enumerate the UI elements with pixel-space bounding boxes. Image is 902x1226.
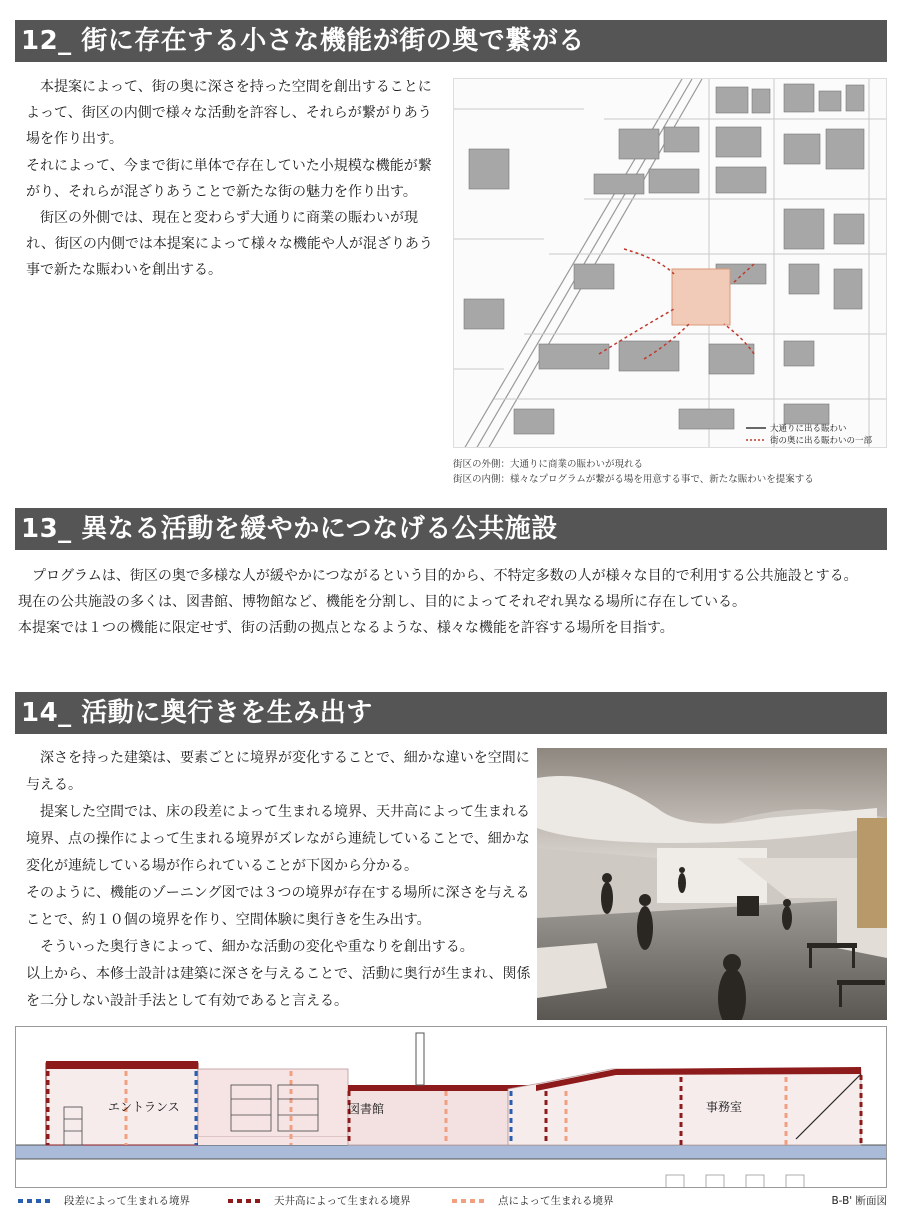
section-13-paragraph: プログラムは、街区の奥で多様な人が緩やかにつながるという目的から、不特定多数の人が様々な目的で利用する公共施設とする。 bbox=[32, 568, 858, 584]
section-14-title: 14_ 活動に奥行きを生み出す bbox=[15, 692, 887, 734]
legend-swatch-blue bbox=[18, 1199, 54, 1203]
map-legend-dotted: 街の奥に出る賑わいの一部 bbox=[770, 436, 873, 446]
section-14-paragraph: 深さを持った建築は、要素ごとに境界が変化することで、細かな違いを空間に与える。 bbox=[26, 750, 530, 793]
drawing-title: B-B' 断面図 bbox=[831, 1195, 887, 1207]
section-12-paragraph: それによって、今まで街に単体で存在していた小規模な機能が繋がり、それらが混ざりあうことで新たな街の魅力を作り出す。 bbox=[26, 157, 432, 200]
bb-section-drawing bbox=[15, 1026, 887, 1188]
legend-swatch-orange bbox=[452, 1199, 488, 1203]
section-13-paragraph: 現在の公共施設の多くは、図書館、博物館など、機能を分割し、目的によってそれぞれ異なる場所に存在している。 bbox=[18, 594, 746, 611]
section-14-paragraph: そのように、機能のゾーニング図では３つの境界が存在する場所に深さを与えることで、約１０個の境界を作り、空間体験に奥行きを生み出す。 bbox=[26, 885, 530, 928]
map-legend-solid: 大通りに出る賑わい bbox=[770, 424, 847, 434]
legend-step-boundary bbox=[18, 1193, 190, 1208]
section-13-paragraph: 本提案では１つの機能に限定せず、街の活動の拠点となるような、様々な機能を許容する場所を目指す。 bbox=[18, 620, 674, 637]
legend-label: 段差によって生まれる境界 bbox=[64, 1195, 190, 1207]
section-14-paragraph: 以上から、本修士設計は建築に深さを与えることで、活動に奥行が生まれ、関係を二分しない設計手法として有効であると言える。 bbox=[26, 966, 531, 1009]
section-14-paragraph: そういった奥行きによって、細かな活動の変化や重なりを創出する。 bbox=[40, 939, 474, 955]
interior-model-photo bbox=[537, 748, 887, 1020]
map-caption-line: 街区の外側：大通りに商業の賑わいが現れる bbox=[453, 459, 644, 470]
legend-label: 天井高によって生まれる境界 bbox=[274, 1195, 411, 1207]
section-12-body bbox=[26, 74, 436, 284]
legend-point-boundary bbox=[452, 1193, 614, 1208]
section-14-paragraph: 提案した空間では、床の段差によって生まれる境界、天井高によって生まれる境界、点の操作によって生まれる境界がズレながら連続していることで、細かな変化が連続している場が作られていることが下図から分かる。 bbox=[26, 804, 530, 874]
legend-ceiling-boundary bbox=[228, 1193, 411, 1208]
section-12-title: 12_ 街に存在する小さな機能が街の奥で繋がる bbox=[15, 20, 887, 62]
section-12-paragraph: 街区の外側では、現在と変わらず大通りに商業の賑わいが現れ、街区の内側では本提案によって様々な機能や人が混ざりあう事で新たな賑わいを創出する。 bbox=[26, 210, 433, 279]
block-site-map bbox=[453, 78, 887, 448]
room-label-library: 図書館 bbox=[348, 1102, 385, 1116]
section-12-paragraph: 本提案によって、街の奥に深さを持った空間を創出することによって、街区の内側で様々な活動を許容し、それらが繋がりあう場を作り出す。 bbox=[26, 79, 432, 148]
legend-label: 点によって生まれる境界 bbox=[498, 1195, 614, 1207]
legend-swatch-red bbox=[228, 1199, 264, 1203]
section-14-body bbox=[26, 745, 532, 1015]
map-caption bbox=[453, 457, 814, 487]
map-caption-line: 街区の内側：様々なプログラムが繋がる場を用意する事で、新たな賑わいを提案する bbox=[453, 474, 814, 485]
room-label-entrance: エントランス bbox=[108, 1100, 180, 1114]
section-13-body bbox=[18, 563, 890, 642]
section-13-title: 13_ 異なる活動を緩やかにつなげる公共施設 bbox=[15, 508, 887, 550]
room-label-office: 事務室 bbox=[706, 1100, 743, 1114]
